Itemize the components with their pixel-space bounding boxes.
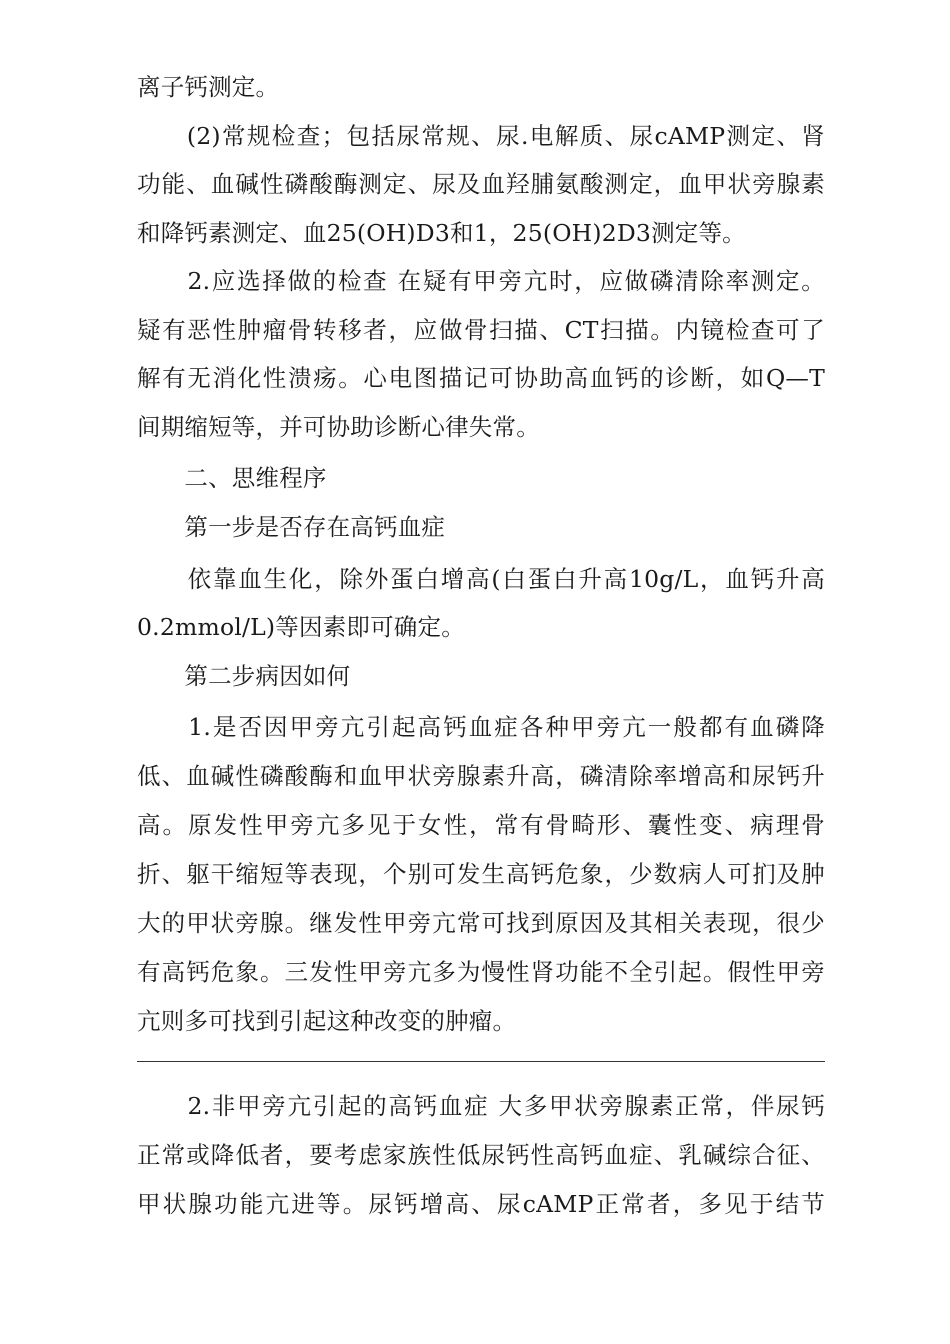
text-line: 离子钙测定。 — [137, 73, 280, 101]
text-line: 甲状腺功能亢进等。尿钙增高、尿cAMP正常者，多见于结节 — [137, 1190, 825, 1218]
text-line: 间期缩短等，并可协助诊断心律失常。 — [137, 413, 540, 441]
text-line: 2.非甲旁亢引起的高钙血症 大多甲状旁腺素正常，伴尿钙 — [137, 1092, 825, 1120]
text-line: 功能、血碱性磷酸酶测定、尿及血羟脯氨酸测定，血甲状旁腺素 — [137, 170, 825, 198]
text-line: 折、躯干缩短等表现，个别可发生高钙危象，少数病人可扪及肿 — [137, 860, 825, 888]
text-line: 正常或降低者，要考虑家族性低尿钙性高钙血症、乳碱综合征、 — [137, 1141, 825, 1169]
text-line: 1.是否因甲旁亢引起高钙血症各种甲旁亢一般都有血磷降 — [137, 713, 825, 741]
text-line: (2)常规检查；包括尿常规、尿.电解质、尿cAMP测定、肾 — [137, 122, 825, 150]
text-line: 大的甲状旁腺。继发性甲旁亢常可找到原因及其相关表现，很少 — [137, 909, 825, 937]
text-line: 亢则多可找到引起这种改变的肿瘤。 — [137, 1007, 517, 1035]
text-line: 0.2mmol/L)等因素即可确定。 — [137, 613, 465, 641]
text-line: 疑有恶性肿瘤骨转移者，应做骨扫描、CT扫描。内镜检查可了 — [137, 316, 825, 344]
text-line: 和降钙素测定、血25(OH)D3和1，25(OH)2D3测定等。 — [137, 219, 746, 247]
horizontal-divider — [137, 1061, 825, 1062]
text-line: 解有无消化性溃疡。心电图描记可协助高血钙的诊断，如Q—T — [137, 364, 825, 392]
step-heading: 第一步是否存在高钙血症 — [137, 513, 446, 541]
text-line: 依靠血生化，除外蛋白增高(白蛋白升高10g/L，血钙升高 — [137, 565, 825, 593]
section-heading: 二、思维程序 — [137, 464, 327, 492]
text-line: 高。原发性甲旁亢多见于女性，常有骨畸形、囊性变、病理骨 — [137, 811, 825, 839]
step-heading: 第二步病因如何 — [137, 662, 351, 690]
text-line: 有高钙危象。三发性甲旁亢多为慢性肾功能不全引起。假性甲旁 — [137, 958, 825, 986]
text-line: 低、血碱性磷酸酶和血甲状旁腺素升高，磷清除率增高和尿钙升 — [137, 762, 825, 790]
text-line: 2.应选择做的检查 在疑有甲旁亢时，应做磷清除率测定。 — [137, 267, 825, 295]
